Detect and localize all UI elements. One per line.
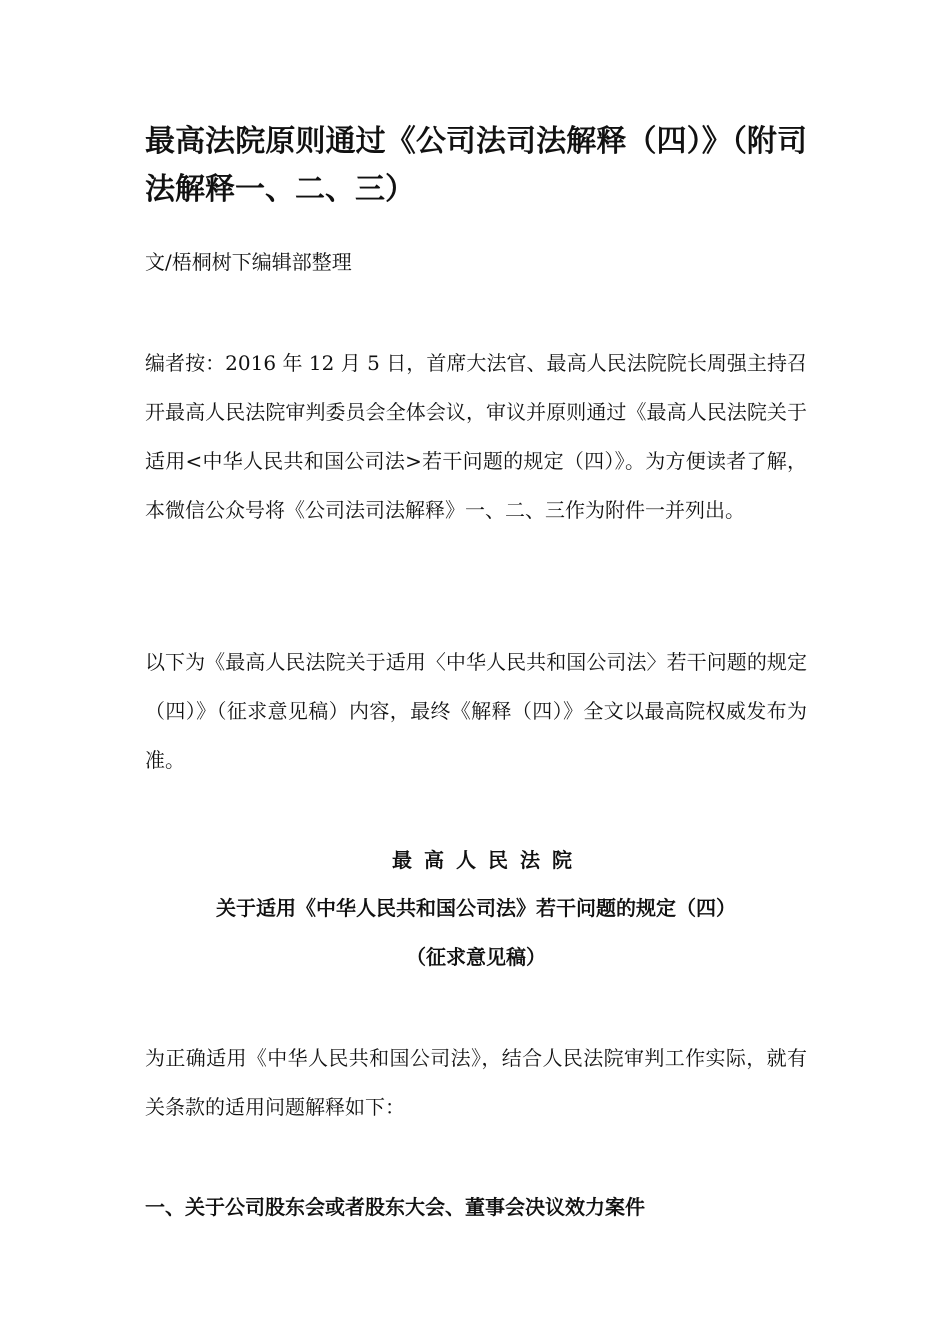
intro-paragraph: 以下为《最高人民法院关于适用〈中华人民共和国公司法〉若干问题的规定（四）》（征求意见稿）内容，最终《解释（四）》全文以最高院权威发布为准。 xyxy=(145,650,807,772)
section-1-heading: 一、关于公司股东会或者股东大会、董事会决议效力案件 xyxy=(145,1195,645,1219)
draft-label: （征求意见稿） xyxy=(406,945,546,969)
court-heading: 最高人民法院 xyxy=(392,848,584,872)
editor-note-paragraph: 编者按：2016 年 12 月 5 日，首席大法官、最高人民法院院长周强主持召开最高人民法院审判委员会全体会议，审议并原则通过《最高人民法院关于适用<中华人民共和国公司法>若干问题的规定（四）》。为方便读者了解，本微信公众号将《公司法司法解释》一、二、三作为附件一并列出。 xyxy=(145,351,807,522)
byline: 文/梧桐树下编辑部整理 xyxy=(145,250,352,274)
regulation-title: 关于适用《中华人民共和国公司法》若干问题的规定（四） xyxy=(216,896,736,920)
preamble-paragraph: 为正确适用《中华人民共和国公司法》，结合人民法院审判工作实际，就有关条款的适用问题解释如下： xyxy=(145,1046,807,1119)
document-title: 最高法院原则通过《公司法司法解释（四）》（附司法解释一、二、三） xyxy=(145,124,807,207)
